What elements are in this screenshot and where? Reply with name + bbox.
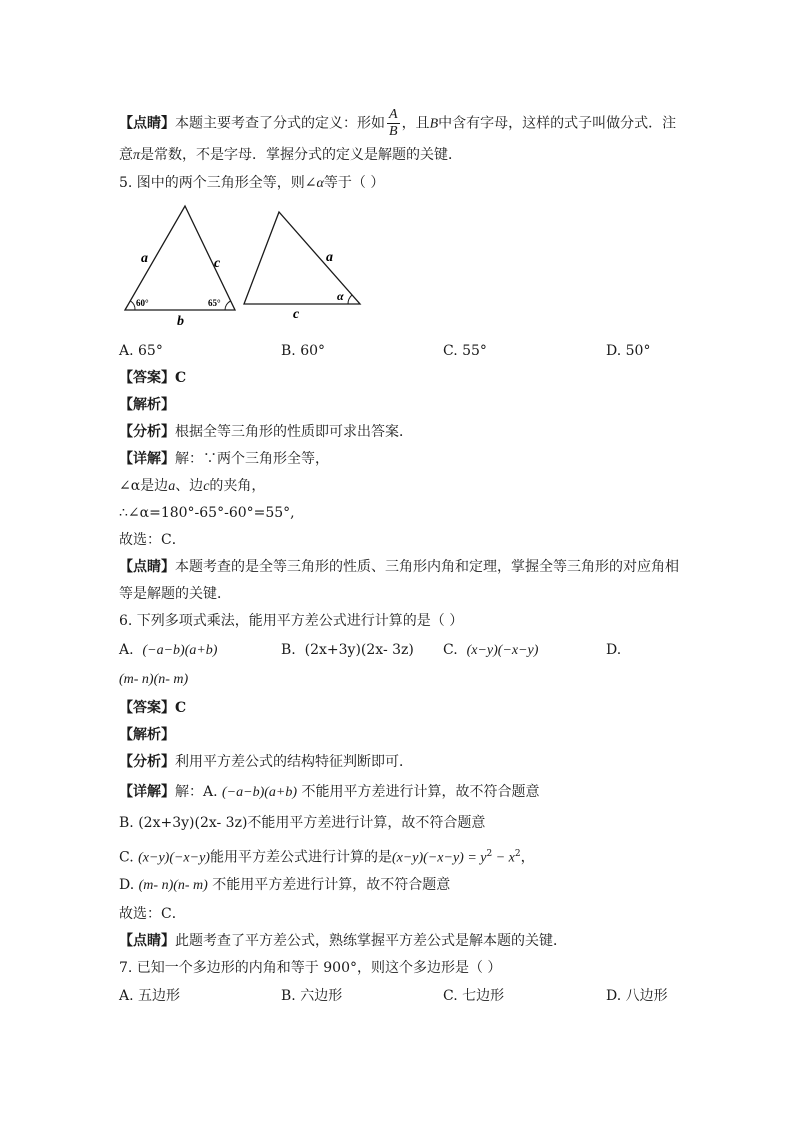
q4-comment-line2 [119,145,462,166]
fraction-denominator: B [389,124,398,139]
q7-stem: 7. 已知一个多边形的内角和等于 900°，则这个多边形是（ ） [119,960,502,976]
angle-arc-60 [131,301,136,310]
q6-detail-d [119,875,450,896]
t1-side-b: b [177,314,184,329]
q7-option-d: D. 八边形 [606,988,668,1004]
detail-text: 不能用平方差进行计算，故不符合题意 [301,784,540,800]
comment-text: 意 [119,147,133,163]
q6-analysis-heading: 【解析】 [119,727,175,743]
q5-fenxi [119,422,413,442]
fraction-a-over-b [387,107,400,140]
fraction-numerator: A [389,107,398,122]
exponent: 2 [486,849,493,859]
comment-tag: 【点睛】 [119,933,175,949]
q6-answer: 【答案】C [119,700,187,716]
q5-xiangjie-2 [119,476,265,497]
fenxi-text: 利用平方差公式的结构特征判断即可． [175,754,413,770]
q6-option-d-label: D. [606,642,622,658]
t1-side-c: c [214,256,221,271]
detail-text: 不能用平方差进行计算，故不符合题意 [247,815,486,831]
variable-c: c [203,479,210,494]
detail-prefix: C. [119,849,134,866]
detail-expression: (−a−b)(a+b) [222,785,298,800]
t2-side-c: c [293,307,300,322]
q6-detail-c [119,844,535,869]
detail-expression: − x [492,850,515,866]
t1-angle-65: 65° [208,298,221,308]
xiangjie-text: ∠α是边 [119,478,169,494]
triangles-figure [118,198,368,333]
comment-text: 本题考查的是全等三角形的性质、三角形内角和定理，掌握全等三角形的对应角相 [175,559,679,575]
comment-tag: 【点睛】 [119,559,175,575]
xiangjie-text: 、边 [175,478,204,494]
detail-prefix: 解：A. [175,784,218,800]
q5-answer: 【答案】C [119,370,187,386]
comment-text: 此题考查了平方差公式，熟练掌握平方差公式是解本题的关键． [175,933,567,949]
q6-fenxi [119,752,413,772]
detail-prefix: D. [119,877,135,893]
q4-comment-line1 [119,107,676,140]
t1-side-a: a [141,251,148,266]
q6-stem: 6. 下列多项式乘法，能用平方差公式进行计算的是（ ） [119,613,464,629]
option-label: A. [119,642,134,658]
detail-text: 不能用平方差进行计算，故不符合题意 [212,877,451,893]
exponent: 2 [514,849,521,859]
alpha-symbol: α [316,176,324,191]
q6-option-b [281,640,414,660]
t2-side-a: a [326,250,333,265]
q6-choose: 故选：C． [119,906,186,922]
detail-expression: (x−y)(−x−y) = y [391,850,487,866]
pi-symbol: π [133,148,141,163]
t1-angle-60: 60° [136,298,149,308]
q5-choose: 故选：C． [119,532,186,548]
xiangjie-text: 解：∵两个三角形全等， [175,451,329,467]
q7-option-a: A. 五边形 [119,988,181,1004]
option-expression: (x−y)(−x−y) [466,643,539,658]
q5-option-c: C. 55° [443,343,487,359]
question-text: 等于（ ） [323,175,385,191]
q7-option-b: B. 六边形 [281,988,343,1004]
q6-option-c [443,640,538,661]
q6-option-d: (m- n)(n- m) [119,672,189,687]
t2-angle-alpha: α [337,289,344,303]
detail-prefix: B. [119,815,134,831]
variable-a: a [168,479,176,494]
angle-arc-65 [225,301,231,310]
xiangjie-tag: 【详解】 [119,451,175,467]
xiangjie-tag: 【详解】 [119,784,175,800]
q5-option-d: D. 50° [606,343,651,359]
fenxi-text: 根据全等三角形的性质即可求出答案． [175,424,413,440]
question-text: 5. 图中的两个三角形全等，则∠ [119,175,317,191]
q6-detail-b [119,813,485,833]
detail-expression: (2x+3y)(2x- 3z) [138,815,248,831]
q5-comment-1 [119,557,679,577]
angle-arc-alpha [348,295,352,304]
option-label: B. [281,642,296,658]
q7-option-c: C. 七边形 [443,988,505,1004]
fenxi-tag: 【分析】 [119,754,175,770]
variable-b: B [429,116,439,132]
comment-text: 是常数，不是字母．掌握分式的定义是解题的关键． [140,147,463,163]
q5-option-a: A. 65° [119,343,163,359]
detail-text: 能用平方差公式进行计算的是 [209,849,392,866]
detail-expression: (m- n)(n- m) [138,878,208,893]
option-label: C. [443,642,458,658]
q5-stem [119,173,384,194]
option-expression: (−a−b)(a+b) [142,643,218,658]
q6-comment [119,931,567,951]
detail-expression: (x−y)(−x−y) [138,850,210,866]
q5-analysis-heading: 【解析】 [119,397,175,413]
fenxi-tag: 【分析】 [119,424,175,440]
q6-detail-a [119,782,539,803]
comment-tag: 【点睛】 [119,115,175,132]
q5-comment-2: 等是解题的关键． [119,586,231,602]
comment-text: ，且 [401,115,430,132]
option-expression: (2x+3y)(2x- 3z) [304,642,414,658]
q5-xiangjie-3: ∴∠α=180°-65°-60°=55°, [119,505,295,521]
q5-option-b: B. 60° [281,343,326,359]
xiangjie-text: 的夹角， [209,478,266,494]
q5-xiangjie-1 [119,449,329,469]
q6-option-a [119,640,217,661]
detail-text: ， [520,849,535,866]
comment-text: 本题主要考查了分式的定义：形如 [175,115,385,132]
comment-text: 中含有字母，这样的式子叫做分式．注 [438,115,677,132]
